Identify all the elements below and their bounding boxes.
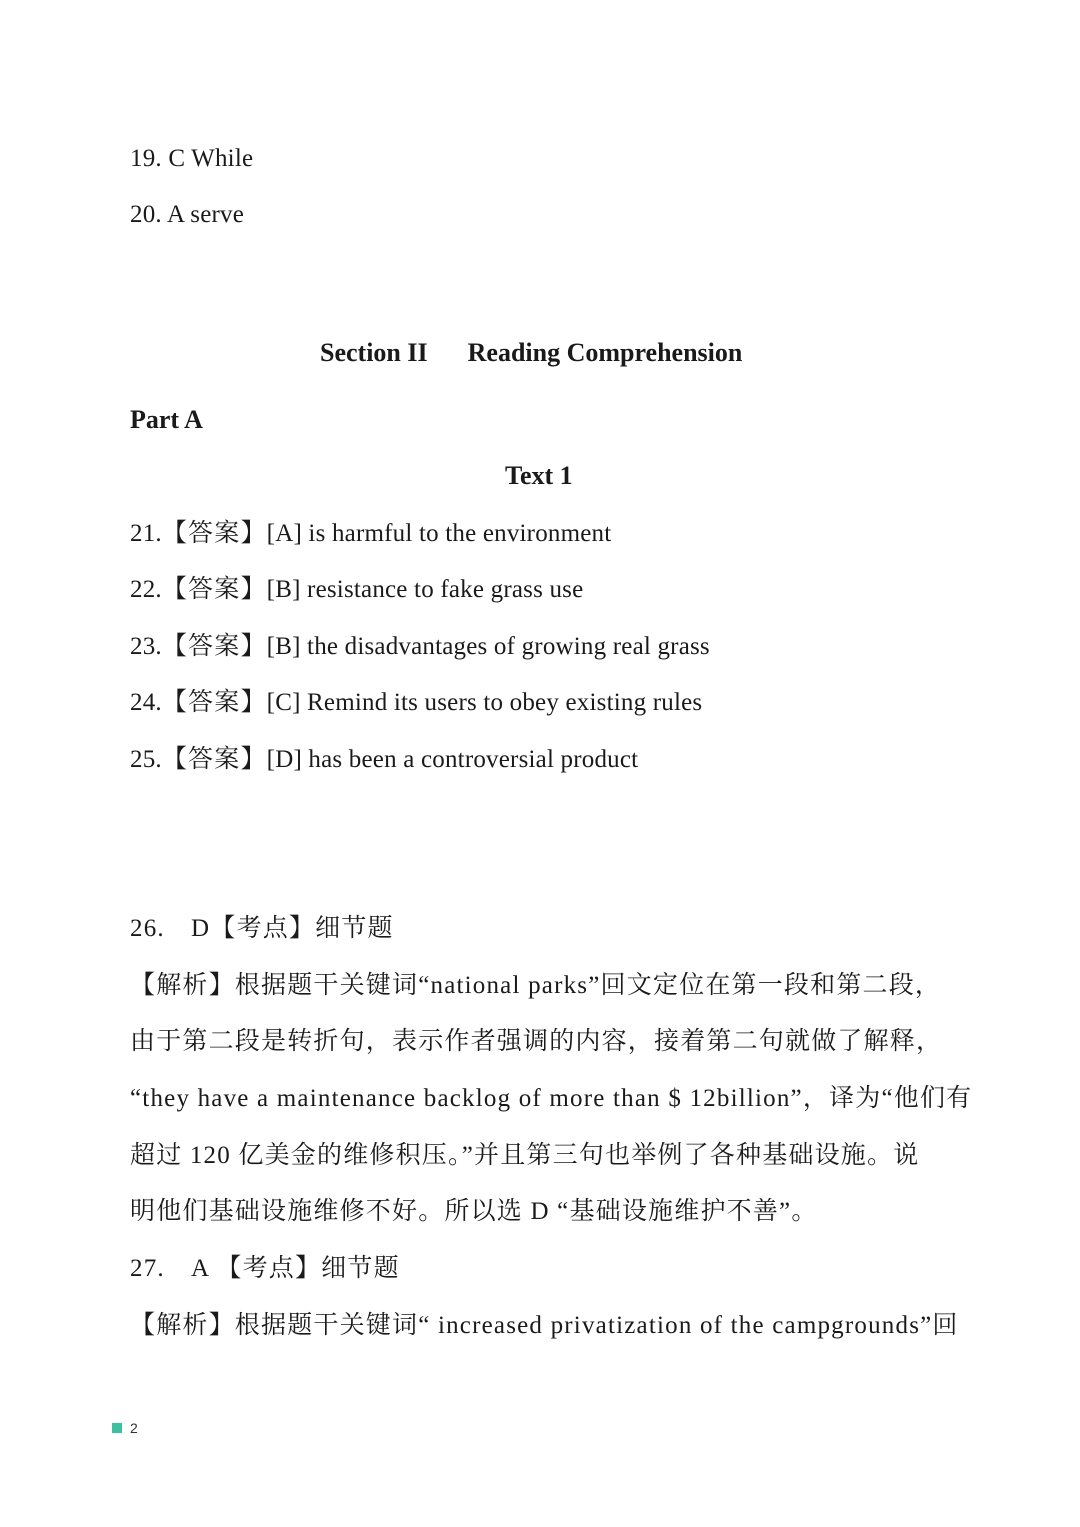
text-title: Text 1 xyxy=(505,461,573,490)
section-title: Reading Comprehension xyxy=(467,338,743,367)
answer-number: 23. xyxy=(130,633,162,660)
answer-text: [D] has been a controversial product xyxy=(266,746,639,773)
answer-line-23 xyxy=(130,631,710,663)
answer-prefix: 【答案】 xyxy=(161,689,267,716)
section-heading xyxy=(320,336,742,370)
answer-number: 21. xyxy=(130,520,162,547)
answer-number: 22. xyxy=(130,576,162,603)
answer-prefix: 【答案】 xyxy=(161,746,267,773)
question-27-header: 27. A 【考点】细节题 xyxy=(130,1255,400,1282)
answer-prefix: 【答案】 xyxy=(161,633,267,660)
answer-number: 19. xyxy=(130,145,162,172)
answer-text: [C] Remind its users to obey existing rules xyxy=(266,689,703,716)
question-26-analysis-line: 由于第二段是转折句，表示作者强调的内容，接着第二句就做了解释， xyxy=(130,1028,943,1055)
answer-text: C While xyxy=(168,145,254,172)
answer-text: [B] resistance to fake grass use xyxy=(266,576,584,603)
answer-text: A serve xyxy=(166,201,245,228)
answer-number: 25. xyxy=(130,746,162,773)
answer-text: [A] is harmful to the environment xyxy=(266,520,612,547)
answer-text: [B] the disadvantages of growing real grass xyxy=(266,633,710,660)
answer-number: 20. xyxy=(130,201,162,228)
part-heading: Part A xyxy=(130,405,203,434)
question-26-analysis-line: 【解析】根据题干关键词“national parks”回文定位在第一段和第二段， xyxy=(130,972,942,999)
answer-prefix: 【答案】 xyxy=(161,576,267,603)
question-26-analysis-line: “they have a maintenance backlog of more than $ 12billion”，译为“他们有 xyxy=(130,1085,973,1112)
answer-line-25 xyxy=(130,744,638,776)
page-marker-icon xyxy=(112,1423,122,1433)
page-number: 2 xyxy=(130,1420,138,1436)
answer-line-20 xyxy=(130,199,244,231)
answer-line-19 xyxy=(130,143,253,175)
answer-number: 24. xyxy=(130,689,162,716)
answer-line-22 xyxy=(130,574,583,606)
answer-line-24 xyxy=(130,687,702,719)
question-26-analysis-line: 超过 120 亿美金的维修积压。”并且第三句也举例了各种基础设施。说 xyxy=(130,1142,920,1169)
answer-prefix: 【答案】 xyxy=(161,520,267,547)
question-27-analysis-line: 【解析】根据题干关键词“ increased privatization of the campgrounds”回 xyxy=(130,1312,959,1339)
section-label: Section II xyxy=(320,338,428,367)
question-26-analysis-line: 明他们基础设施维修不好。所以选 D “基础设施维护不善”。 xyxy=(130,1198,818,1225)
answer-line-21 xyxy=(130,518,611,550)
question-26-header: 26. D【考点】细节题 xyxy=(130,915,394,942)
